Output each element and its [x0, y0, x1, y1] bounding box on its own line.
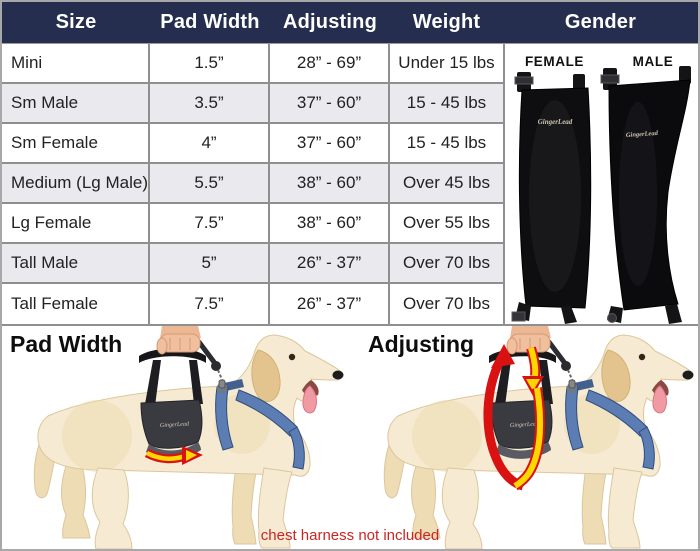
- gender-panel: [503, 44, 698, 324]
- male-pad-image: [601, 66, 691, 324]
- cell-pad-width: 4”: [150, 124, 270, 162]
- cell-adjusting: 26” - 37”: [270, 284, 390, 324]
- table-row: [2, 44, 503, 84]
- cell-adjusting: 26” - 37”: [270, 244, 390, 282]
- table-row: [2, 244, 503, 284]
- cell-pad-width: 5”: [150, 244, 270, 282]
- female-pad-image: [512, 72, 591, 324]
- cell-adjusting: 38” - 60”: [270, 164, 390, 202]
- table-body: [2, 44, 698, 324]
- illustration-panel: [2, 324, 698, 549]
- adjusting-title: Adjusting: [368, 331, 475, 357]
- female-label: FEMALE: [524, 54, 585, 69]
- dog-photo-pad-width: [34, 326, 343, 549]
- header-pad-width: Pad Width: [160, 11, 260, 33]
- table-row: [2, 164, 503, 204]
- cell-size: Mini: [2, 44, 150, 82]
- header-size: Size: [55, 11, 97, 33]
- product-logo-text: GingerLead: [625, 129, 659, 140]
- cell-size: Lg Female: [2, 204, 150, 242]
- cell-weight: Under 15 lbs: [398, 53, 495, 72]
- cell-weight: Over 70 lbs: [403, 294, 490, 313]
- dog-illustrations: [2, 326, 700, 551]
- size-table: [2, 44, 503, 324]
- cell-weight: 15 - 45 lbs: [406, 133, 487, 152]
- cell-pad-width: 7.5”: [150, 204, 270, 242]
- cell-size: Tall Female: [2, 284, 150, 324]
- cell-size: Tall Male: [2, 244, 150, 282]
- dog-photo-adjusting: [384, 326, 693, 549]
- cell-pad-width: 5.5”: [150, 164, 270, 202]
- pad-width-title: Pad Width: [10, 331, 123, 357]
- header-adjusting: Adjusting: [282, 11, 377, 33]
- cell-weight: Over 70 lbs: [403, 253, 490, 272]
- cell-pad-width: 3.5”: [150, 84, 270, 122]
- cell-pad-width: 7.5”: [150, 284, 270, 324]
- header-weight: Weight: [412, 11, 481, 33]
- cell-adjusting: 28” - 69”: [270, 44, 390, 82]
- disclaimer-note: chest harness not included: [260, 527, 440, 544]
- table-row: [2, 124, 503, 164]
- table-row: [2, 204, 503, 244]
- male-label: MALE: [632, 54, 674, 69]
- cell-adjusting: 38” - 60”: [270, 204, 390, 242]
- cell-weight: 15 - 45 lbs: [406, 93, 487, 112]
- cell-weight: Over 55 lbs: [403, 213, 490, 232]
- header-gender: Gender: [564, 11, 637, 33]
- cell-adjusting: 37” - 60”: [270, 124, 390, 162]
- cell-size: Medium (Lg Male): [2, 164, 150, 202]
- table-row: [2, 84, 503, 124]
- cell-weight: Over 45 lbs: [403, 173, 490, 192]
- table-row: [2, 284, 503, 324]
- cell-adjusting: 37” - 60”: [270, 84, 390, 122]
- product-logo-text: GingerLead: [537, 118, 573, 126]
- cell-pad-width: 1.5”: [150, 44, 270, 82]
- table-header-row: [2, 2, 698, 44]
- cell-size: Sm Female: [2, 124, 150, 162]
- gender-pads-image: [505, 44, 700, 324]
- cell-size: Sm Male: [2, 84, 150, 122]
